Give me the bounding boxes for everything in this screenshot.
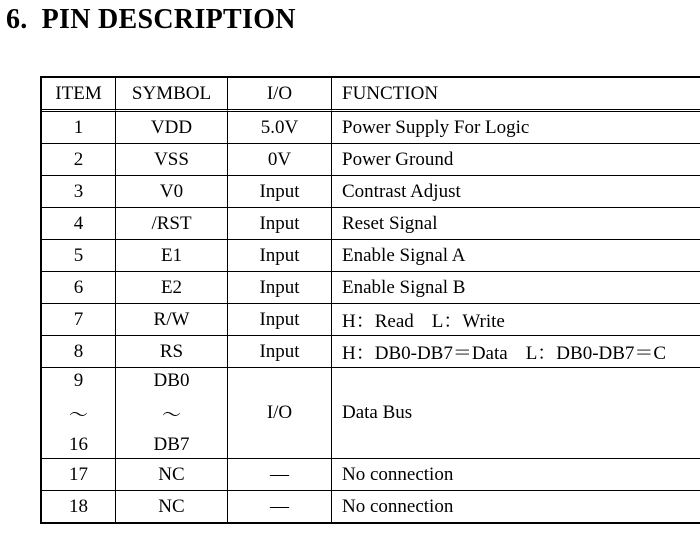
table-row-data-bus: [42, 368, 700, 459]
function-high: H：DB0-DB7＝Data: [342, 343, 508, 364]
cell-function: Reset Signal: [332, 208, 700, 240]
cell-function: Enable Signal A: [332, 240, 700, 272]
function-high: H：Read: [342, 311, 414, 332]
cell-function: [332, 336, 700, 368]
cell-function: No connection: [342, 495, 454, 517]
cell-io: Input: [228, 208, 332, 240]
header-io: I/O: [228, 78, 332, 112]
cell-function: No connection: [332, 459, 700, 491]
cell-item: 6: [42, 272, 116, 304]
function-low: L：Write: [431, 311, 505, 332]
cell-io: 0V: [228, 144, 332, 176]
item-range-start: 9: [73, 370, 84, 391]
cell-item: 2: [42, 144, 116, 176]
cell-function: Power Supply For Logic: [332, 112, 700, 144]
cell-io: —: [228, 459, 332, 491]
table-row: [42, 176, 700, 208]
item-range-end: 16: [69, 434, 88, 455]
cell-io: Input: [228, 240, 332, 272]
symbol-range-tilde: ～: [161, 404, 181, 426]
cell-function: Contrast Adjust: [332, 176, 700, 208]
cell-io: —: [228, 491, 332, 522]
cell-function: Data Bus: [332, 368, 700, 459]
cell-symbol: VSS: [116, 144, 228, 176]
cell-symbol-range: [116, 368, 228, 459]
cell-function: Power Ground: [332, 144, 700, 176]
table-row: [42, 112, 700, 144]
cell-symbol: E2: [116, 272, 228, 304]
table-row: [42, 304, 700, 336]
table-row: [42, 336, 700, 368]
cell-symbol: E1: [116, 240, 228, 272]
cell-symbol: V0: [116, 176, 228, 208]
symbol-range-start: DB0: [153, 370, 190, 391]
cell-io: Input: [228, 176, 332, 208]
cell-symbol: VDD: [116, 112, 228, 144]
symbol-range-end: DB7: [153, 434, 190, 455]
pin-description-table-wrapper: [40, 76, 700, 524]
cell-item-range: [42, 368, 116, 459]
cell-symbol: NC: [116, 491, 228, 522]
cell-io: 5.0V: [228, 112, 332, 144]
cell-item: 8: [42, 336, 116, 368]
cell-io: Input: [228, 304, 332, 336]
header-symbol: SYMBOL: [116, 78, 228, 112]
table-header-row: [42, 78, 700, 112]
table-row: [42, 491, 700, 522]
table-row: [42, 272, 700, 304]
cell-io: Input: [228, 336, 332, 368]
section-heading: [6, 4, 296, 36]
cell-item: 7: [42, 304, 116, 336]
cell-item: 1: [42, 112, 116, 144]
table-row: [42, 144, 700, 176]
table-row: [42, 208, 700, 240]
cell-item: 4: [42, 208, 116, 240]
cell-symbol: /RST: [116, 208, 228, 240]
section-number: 6.: [6, 4, 28, 35]
cell-function: [332, 304, 700, 336]
header-function: FUNCTION: [332, 78, 700, 112]
table-row: [42, 240, 700, 272]
cell-item: 3: [42, 176, 116, 208]
cell-io: I/O: [228, 368, 332, 459]
section-title: PIN DESCRIPTION: [41, 4, 296, 35]
cell-symbol: R/W: [116, 304, 228, 336]
cell-symbol: RS: [116, 336, 228, 368]
cell-item: 5: [42, 240, 116, 272]
table-row: [42, 459, 700, 491]
cell-item: 17: [42, 459, 116, 491]
cell-io: Input: [228, 272, 332, 304]
function-low: L：DB0-DB7＝C: [525, 343, 667, 364]
cell-symbol: NC: [116, 459, 228, 491]
item-range-tilde: ～: [68, 404, 88, 426]
cell-item: 18: [42, 491, 116, 522]
cell-function: Enable Signal B: [332, 272, 700, 304]
header-item: ITEM: [42, 78, 116, 112]
pin-description-table: [40, 76, 700, 524]
